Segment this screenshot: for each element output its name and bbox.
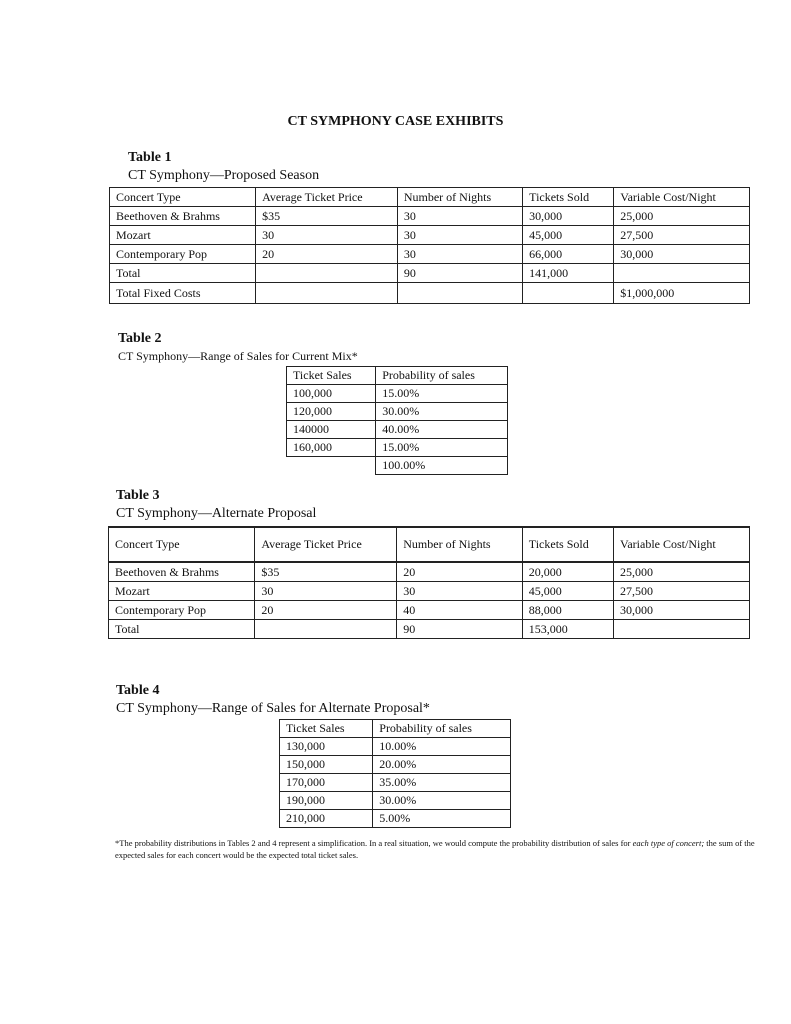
header-cell: Average Ticket Price: [255, 527, 397, 562]
table-cell: Total: [110, 264, 256, 283]
table-cell: 120,000: [287, 403, 376, 421]
table-row: [110, 207, 750, 226]
table-cell: 15.00%: [376, 385, 508, 403]
footnote-text-end: the sum of the expected sales for each concert would be the expected total ticket sales.: [115, 838, 755, 860]
table-cell: 170,000: [280, 774, 373, 792]
table-row: [109, 582, 750, 601]
header-cell: Tickets Sold: [522, 527, 613, 562]
table-row: [110, 245, 750, 264]
table-cell: 140000: [287, 421, 376, 439]
header-cell: Concert Type: [110, 188, 256, 207]
table-cell: 15.00%: [376, 439, 508, 457]
table-cell: 45,000: [522, 582, 613, 601]
page-title: CT SYMPHONY CASE EXHIBITS: [287, 114, 504, 129]
footnote-emphasis: each type of concert;: [632, 838, 705, 848]
table-cell: 160,000: [287, 439, 376, 457]
table-cell: 30: [256, 226, 398, 245]
table-row: [110, 264, 750, 283]
table3: [108, 526, 750, 639]
table-cell: 45,000: [523, 226, 614, 245]
header-cell: Tickets Sold: [523, 188, 614, 207]
table-cell: 30.00%: [376, 403, 508, 421]
table-cell: 30: [397, 245, 522, 264]
table-cell: 30,000: [523, 207, 614, 226]
table4: [279, 719, 511, 828]
header-cell: Number of Nights: [397, 527, 523, 562]
table-cell: [523, 283, 614, 304]
table-row: [280, 774, 511, 792]
table-cell: [287, 457, 376, 475]
table-cell: 27,500: [614, 226, 750, 245]
table-row: [287, 403, 508, 421]
table-header-row: [287, 367, 508, 385]
table-cell: 30: [255, 582, 397, 601]
table-cell: 30,000: [614, 245, 750, 264]
table-row: [280, 792, 511, 810]
table-cell: $35: [255, 562, 397, 582]
table-cell: 30: [397, 582, 523, 601]
table-row: [280, 738, 511, 756]
table-header-row: [109, 527, 750, 562]
table2: [286, 366, 508, 475]
table-cell: 20: [255, 601, 397, 620]
table4-label: Table 4: [116, 683, 160, 698]
table-cell: $35: [256, 207, 398, 226]
table-cell: 100.00%: [376, 457, 508, 475]
header-cell: Probability of sales: [376, 367, 508, 385]
table-cell: 30,000: [614, 601, 750, 620]
table-cell: 141,000: [523, 264, 614, 283]
table-cell: 66,000: [523, 245, 614, 264]
table-cell: Mozart: [110, 226, 256, 245]
table-row: [110, 226, 750, 245]
header-cell: Ticket Sales: [280, 720, 373, 738]
header-cell: Average Ticket Price: [256, 188, 398, 207]
table3-subtitle: CT Symphony—Alternate Proposal: [116, 506, 317, 521]
table-header-row: [110, 188, 750, 207]
table-cell: Mozart: [109, 582, 255, 601]
table-cell: 20: [256, 245, 398, 264]
table-cell: Beethoven & Brahms: [110, 207, 256, 226]
table2-subtitle: CT Symphony—Range of Sales for Current Mix*: [118, 349, 358, 363]
table-row: [287, 421, 508, 439]
header-cell: Probability of sales: [373, 720, 511, 738]
table-row: [109, 620, 750, 639]
table1-label: Table 1: [128, 150, 172, 165]
table-cell: 35.00%: [373, 774, 511, 792]
table-cell: 27,500: [614, 582, 750, 601]
table-cell: 153,000: [522, 620, 613, 639]
table3-label: Table 3: [116, 488, 160, 503]
table-row: [287, 457, 508, 475]
header-cell: Variable Cost/Night: [614, 188, 750, 207]
table-cell: 150,000: [280, 756, 373, 774]
header-cell: Concert Type: [109, 527, 255, 562]
header-cell: Variable Cost/Night: [614, 527, 750, 562]
footnote-text: *The probability distributions in Tables 2 and 4 represent a simplification. In a real situation, we would compute the probability distribution of sales for: [115, 838, 633, 848]
table-cell: 40: [397, 601, 523, 620]
table-cell: 30.00%: [373, 792, 511, 810]
table-cell: 25,000: [614, 562, 750, 582]
table-cell: [256, 283, 398, 304]
table1-subtitle: CT Symphony—Proposed Season: [128, 168, 320, 183]
table-cell: [397, 283, 522, 304]
table-cell: 20.00%: [373, 756, 511, 774]
table-cell: Total: [109, 620, 255, 639]
table-cell: 100,000: [287, 385, 376, 403]
table-row: [287, 439, 508, 457]
table-cell: 40.00%: [376, 421, 508, 439]
table-cell: [255, 620, 397, 639]
table-cell: 90: [397, 620, 523, 639]
table-cell: Total Fixed Costs: [110, 283, 256, 304]
table4-subtitle: CT Symphony—Range of Sales for Alternate Proposal*: [116, 701, 430, 716]
table-cell: 10.00%: [373, 738, 511, 756]
table-cell: 5.00%: [373, 810, 511, 828]
table-cell: 20,000: [522, 562, 613, 582]
footnote: [115, 837, 755, 861]
table-row: [110, 283, 750, 304]
table-cell: 130,000: [280, 738, 373, 756]
table-row: [109, 562, 750, 582]
table-cell: [614, 620, 750, 639]
table-row: [109, 601, 750, 620]
table-row: [287, 385, 508, 403]
table-cell: 30: [397, 207, 522, 226]
table-row: [280, 756, 511, 774]
table-cell: 30: [397, 226, 522, 245]
table-header-row: [280, 720, 511, 738]
table1: [109, 187, 750, 304]
table-cell: 88,000: [522, 601, 613, 620]
table-cell: Beethoven & Brahms: [109, 562, 255, 582]
table-cell: 20: [397, 562, 523, 582]
table-cell: $1,000,000: [614, 283, 750, 304]
table-cell: 90: [397, 264, 522, 283]
table-cell: [614, 264, 750, 283]
header-cell: Ticket Sales: [287, 367, 376, 385]
table-row: [280, 810, 511, 828]
table-cell: 190,000: [280, 792, 373, 810]
table-cell: Contemporary Pop: [110, 245, 256, 264]
header-cell: Number of Nights: [397, 188, 522, 207]
table-cell: 25,000: [614, 207, 750, 226]
table-cell: Contemporary Pop: [109, 601, 255, 620]
table-cell: 210,000: [280, 810, 373, 828]
table-cell: [256, 264, 398, 283]
table2-label: Table 2: [118, 331, 162, 346]
